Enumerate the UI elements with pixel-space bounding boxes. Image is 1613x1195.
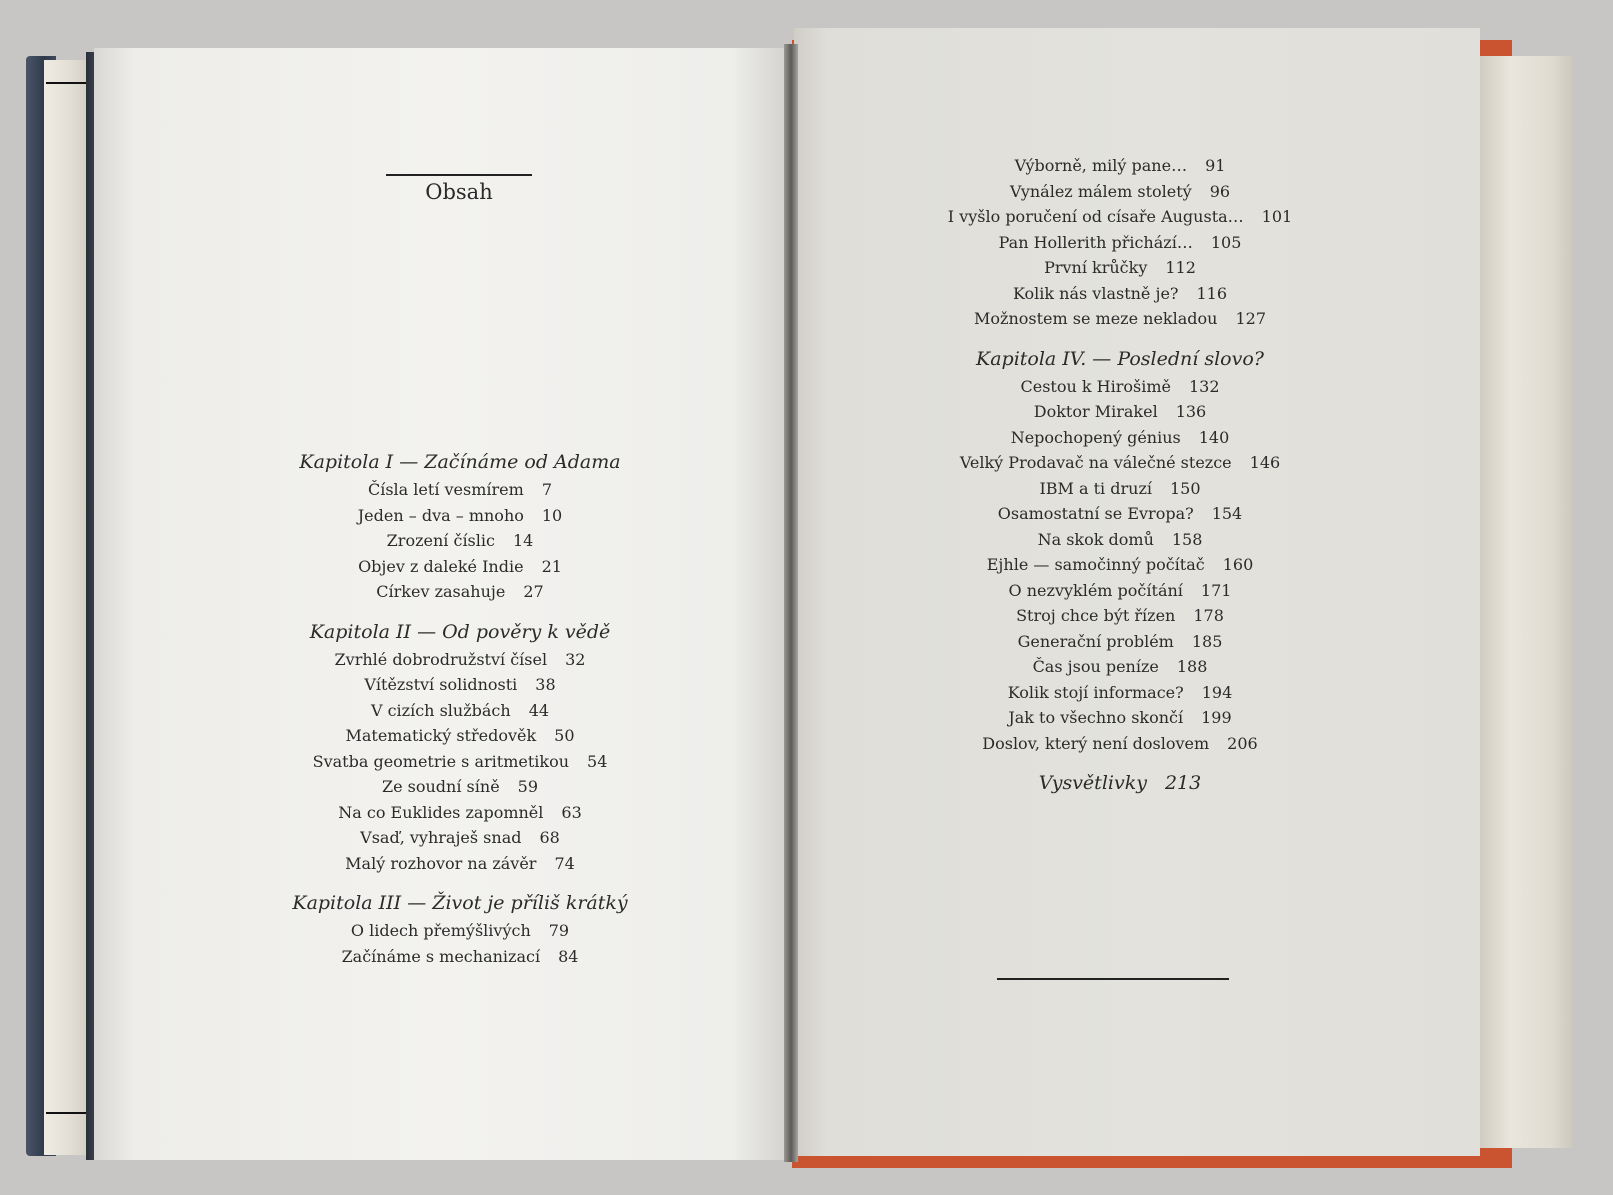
toc-left-column (270, 447, 650, 969)
entry-title: I vyšlo poručení od císaře Augusta… (947, 207, 1244, 226)
toc-entry (880, 603, 1360, 629)
toc-entry (880, 255, 1360, 281)
chapter-heading: Kapitola II — Od pověry k vědě (309, 620, 611, 643)
toc-entry (270, 918, 650, 944)
entry-page: 38 (535, 675, 556, 694)
toc-entry (270, 647, 650, 673)
entry-title: Matematický středověk (345, 726, 537, 745)
entry-title: Jeden – dva – mnoho (357, 505, 524, 525)
entry-title: Ze soudní síně (381, 777, 500, 796)
chapter-heading: Kapitola IV. — Poslední slovo? (976, 347, 1264, 370)
book-gutter (784, 44, 798, 1162)
entry-title: Pan Hollerith přichází… (998, 232, 1193, 252)
entry-page: 194 (1201, 682, 1233, 702)
entry-title: Začínáme s mechanizací (341, 946, 541, 966)
entry-page: 140 (1198, 427, 1230, 447)
entry-page: 188 (1176, 657, 1208, 676)
toc-entry (270, 825, 650, 851)
toc-entry (270, 672, 650, 698)
entry-page: 63 (561, 802, 582, 822)
entry-page: 160 (1222, 555, 1254, 574)
entry-page: 146 (1249, 453, 1281, 472)
toc-entry (270, 503, 650, 529)
page-title: Obsah (425, 180, 493, 204)
entry-page: 79 (548, 921, 570, 940)
entry-page: 206 (1227, 733, 1258, 753)
toc-entry (880, 629, 1360, 655)
toc-entry (270, 774, 650, 800)
section-gap (270, 876, 650, 888)
toc-entry (880, 552, 1360, 578)
toc-entry (880, 654, 1360, 680)
entry-title: Vsaď, vyhraješ snad (360, 828, 522, 847)
entry-page: 178 (1193, 606, 1224, 625)
toc-entry (270, 723, 650, 749)
section-gap (270, 605, 650, 617)
entry-title: Stroj chce být řízen (1016, 606, 1176, 625)
entry-title: Osamostatní se Evropa? (997, 504, 1194, 523)
entry-page: 91 (1205, 156, 1226, 175)
entry-title: Velký Prodavač na válečné stezce (959, 453, 1232, 472)
entry-title: Čísla letí vesmírem (367, 480, 524, 499)
toc-entry (270, 851, 650, 877)
toc-entry (880, 204, 1360, 230)
entry-page: 32 (565, 649, 586, 669)
entry-page: 154 (1211, 504, 1243, 523)
toc-entry (270, 698, 650, 724)
entry-title: Malý rozhovor na závěr (345, 853, 537, 873)
entry-page: 158 (1171, 529, 1203, 549)
entry-page: 136 (1175, 402, 1207, 421)
entry-page: 21 (541, 556, 562, 576)
toc-entry (270, 579, 650, 605)
toc-entry (880, 425, 1360, 451)
toc-entry (880, 179, 1360, 205)
spine-mark-top (46, 82, 86, 84)
entry-page: 199 (1201, 708, 1232, 727)
chapter-heading: Kapitola III — Život je příliš krátký (292, 892, 628, 914)
toc-entry (270, 800, 650, 826)
end-rule (997, 978, 1229, 980)
title-rule (386, 174, 532, 176)
entry-page: 105 (1210, 232, 1242, 252)
entry-title: Doktor Mirakel (1033, 402, 1158, 421)
entry-title: Na co Euklides zapomněl (338, 802, 544, 822)
entry-title: Generační problém (1017, 631, 1174, 651)
toc-entry (270, 554, 650, 580)
entry-page: 14 (512, 531, 534, 550)
entry-page: 127 (1235, 309, 1266, 328)
entry-title: Doslov, který není doslovem (982, 733, 1210, 753)
entry-page: 101 (1261, 207, 1293, 226)
entry-page: 7 (541, 480, 552, 499)
appendix-title: Vysvětlivky (1038, 772, 1147, 794)
entry-title: Na skok domů (1037, 529, 1154, 549)
appendix-page: 213 (1164, 772, 1202, 794)
section-gap (880, 332, 1360, 344)
entry-title: Církev zasahuje (376, 582, 506, 601)
toc-entry (880, 578, 1360, 604)
section-gap (880, 756, 1360, 768)
toc-entry (880, 680, 1360, 706)
entry-page: 10 (541, 505, 563, 525)
spine-mark-bottom (46, 1112, 86, 1114)
toc-entry (880, 306, 1360, 332)
toc-entry (880, 476, 1360, 502)
entry-title: Vítězství solidnosti (364, 675, 518, 694)
entry-title: Ejhle — samočinný počítač (986, 555, 1205, 574)
entry-page: 185 (1191, 631, 1223, 651)
entry-title: První krůčky (1044, 258, 1148, 277)
entry-title: Objev z daleké Indie (358, 556, 524, 576)
entry-page: 54 (587, 751, 608, 771)
entry-title: O lidech přemýšlivých (350, 921, 531, 940)
entry-page: 112 (1165, 258, 1196, 277)
entry-title: IBM a ti druzí (1039, 478, 1152, 498)
toc-entry (270, 477, 650, 503)
entry-title: Možnostem se meze nekladou (974, 309, 1218, 328)
entry-page: 150 (1170, 478, 1201, 498)
toc-entry (880, 399, 1360, 425)
entry-title: O nezvyklém počítání (1008, 580, 1183, 600)
entry-page: 132 (1188, 376, 1220, 396)
entry-page: 84 (558, 946, 579, 966)
entry-title: Jak to všechno skončí (1008, 708, 1184, 727)
entry-page: 74 (554, 853, 575, 873)
toc-entry (880, 731, 1360, 757)
chapter-heading: Kapitola I — Začínáme od Adama (299, 451, 621, 473)
entry-title: Svatba geometrie s aritmetikou (312, 751, 570, 771)
entry-title: Kolik nás vlastně je? (1012, 283, 1179, 303)
toc-entry (880, 281, 1360, 307)
entry-title: Vynález málem stoletý (1009, 181, 1192, 201)
entry-page: 50 (554, 726, 575, 745)
toc-right-column (880, 153, 1360, 798)
entry-page: 44 (528, 700, 550, 720)
toc-entry (270, 944, 650, 970)
entry-title: Cestou k Hirošimě (1020, 376, 1171, 396)
appendix-entry (880, 768, 1360, 798)
toc-entry (270, 749, 650, 775)
entry-page: 96 (1209, 181, 1231, 201)
entry-page: 59 (517, 777, 539, 796)
toc-entry (880, 450, 1360, 476)
entry-title: Výborně, milý pane… (1014, 156, 1188, 175)
toc-entry (880, 501, 1360, 527)
entry-title: V cizích službách (370, 700, 511, 720)
toc-entry (880, 153, 1360, 179)
toc-entry (880, 374, 1360, 400)
toc-entry (880, 230, 1360, 256)
entry-page: 171 (1200, 580, 1232, 600)
entry-title: Kolik stojí informace? (1007, 682, 1184, 702)
entry-page: 68 (539, 828, 560, 847)
toc-entry (270, 528, 650, 554)
entry-title: Čas jsou peníze (1032, 657, 1159, 676)
toc-entry (880, 527, 1360, 553)
entry-title: Zvrhlé dobrodružství čísel (334, 649, 548, 669)
entry-page: 27 (523, 582, 544, 601)
entry-page: 116 (1196, 283, 1228, 303)
entry-title: Zrození číslic (386, 531, 495, 550)
dust-jacket (1470, 56, 1572, 1148)
entry-title: Nepochopený génius (1010, 427, 1181, 447)
toc-entry (880, 705, 1360, 731)
